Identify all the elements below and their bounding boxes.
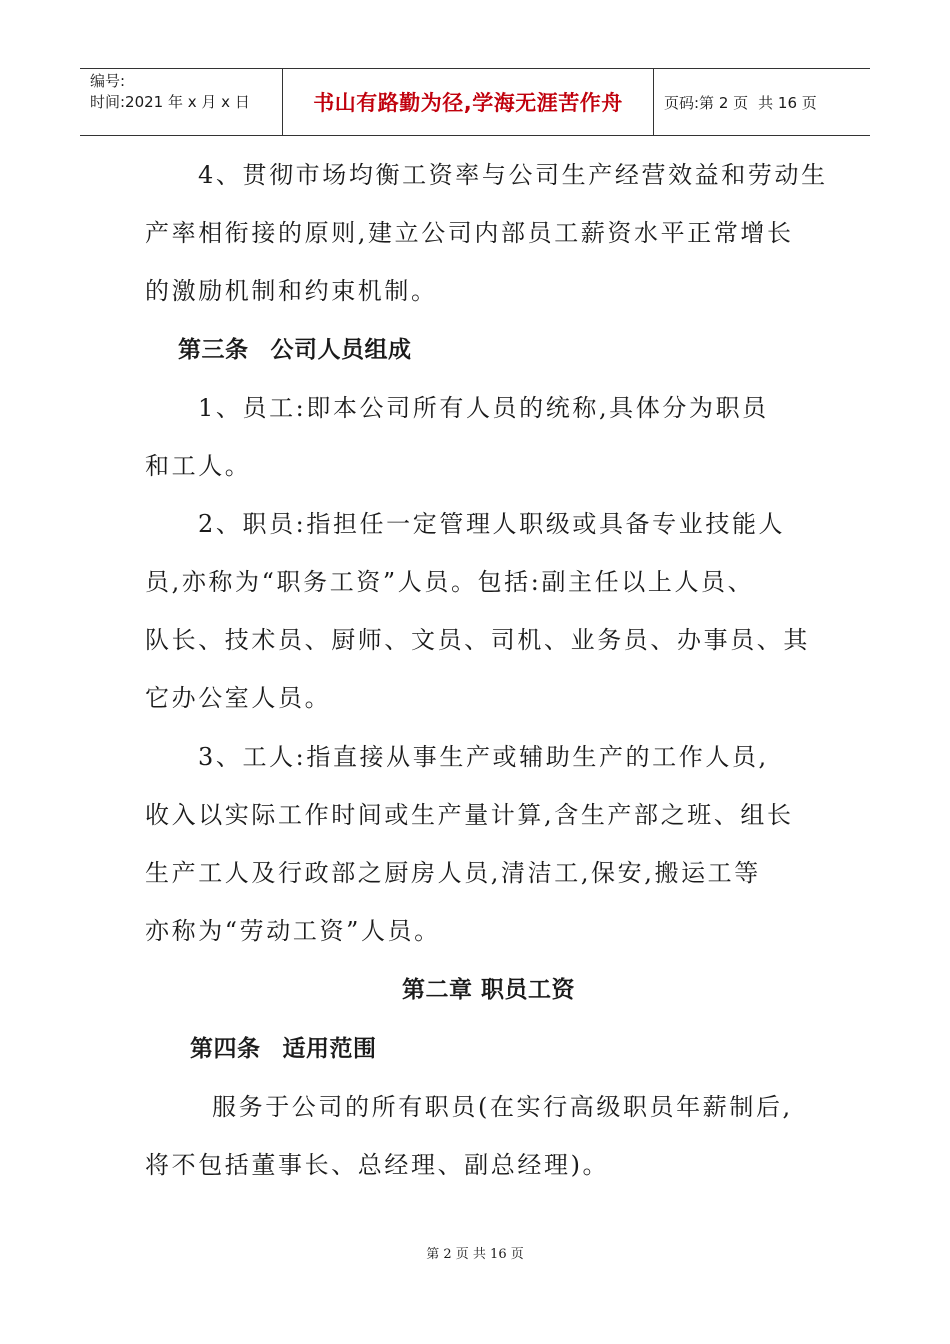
header-meta <box>80 69 282 135</box>
article-title: 公司人员组成 <box>270 337 412 363</box>
paragraph-line: 收入以实际工作时间或生产量计算,含生产部之班、组长 <box>145 801 794 829</box>
article-number: 第三条 <box>178 337 249 363</box>
paragraph-line: 1、员工:即本公司所有人员的统称,具体分为职员 <box>198 394 769 422</box>
article-heading <box>190 1034 377 1064</box>
header-motto: 书山有路勤为径,学海无涯苦作舟 <box>313 91 623 115</box>
header-number-label: 编号: <box>90 72 126 90</box>
paragraph-line: 的激励机制和约束机制。 <box>145 277 438 305</box>
paragraph-line: 4、贯彻市场均衡工资率与公司生产经营效益和劳动生 <box>198 161 828 189</box>
paragraph-line: 它办公室人员。 <box>145 684 332 712</box>
article-heading <box>178 335 412 365</box>
paragraph-line: 3、工人:指直接从事生产或辅助生产的工作人员, <box>198 743 769 771</box>
header-motto-cell <box>282 69 654 135</box>
paragraph-line: 和工人。 <box>145 452 252 480</box>
header-page-label: 页码:第 2 页 <box>664 93 749 112</box>
article-title: 适用范围 <box>282 1036 377 1062</box>
article-number: 第四条 <box>190 1036 261 1062</box>
header-page-info <box>654 69 870 135</box>
chapter-heading: 第二章 职员工资 <box>402 977 576 1003</box>
paragraph-line: 亦称为“劳动工资”人员。 <box>145 917 441 945</box>
paragraph-line: 产率相衔接的原则,建立公司内部员工薪资水平正常增长 <box>145 219 794 247</box>
paragraph-line: 队长、技术员、厨师、文员、司机、业务员、办事员、其 <box>145 626 810 654</box>
header-total-label: 共 16 页 <box>758 93 817 112</box>
paragraph-line: 服务于公司的所有职员(在实行高级职员年薪制后, <box>212 1093 793 1121</box>
document-header <box>80 68 870 136</box>
paragraph-line: 2、职员:指担任一定管理人职级或具备专业技能人 <box>198 510 786 538</box>
page-footer: 第 2 页 共 16 页 <box>426 1247 524 1262</box>
paragraph-line: 生产工人及行政部之厨房人员,清洁工,保安,搬运工等 <box>145 859 761 887</box>
paragraph-line: 员,亦称为“职务工资”人员。包括:副主任以上人员、 <box>145 568 755 596</box>
paragraph-line: 将不包括董事长、总经理、副总经理)。 <box>145 1151 610 1179</box>
header-time-label: 时间:2021 年 x 月 x 日 <box>90 93 250 111</box>
